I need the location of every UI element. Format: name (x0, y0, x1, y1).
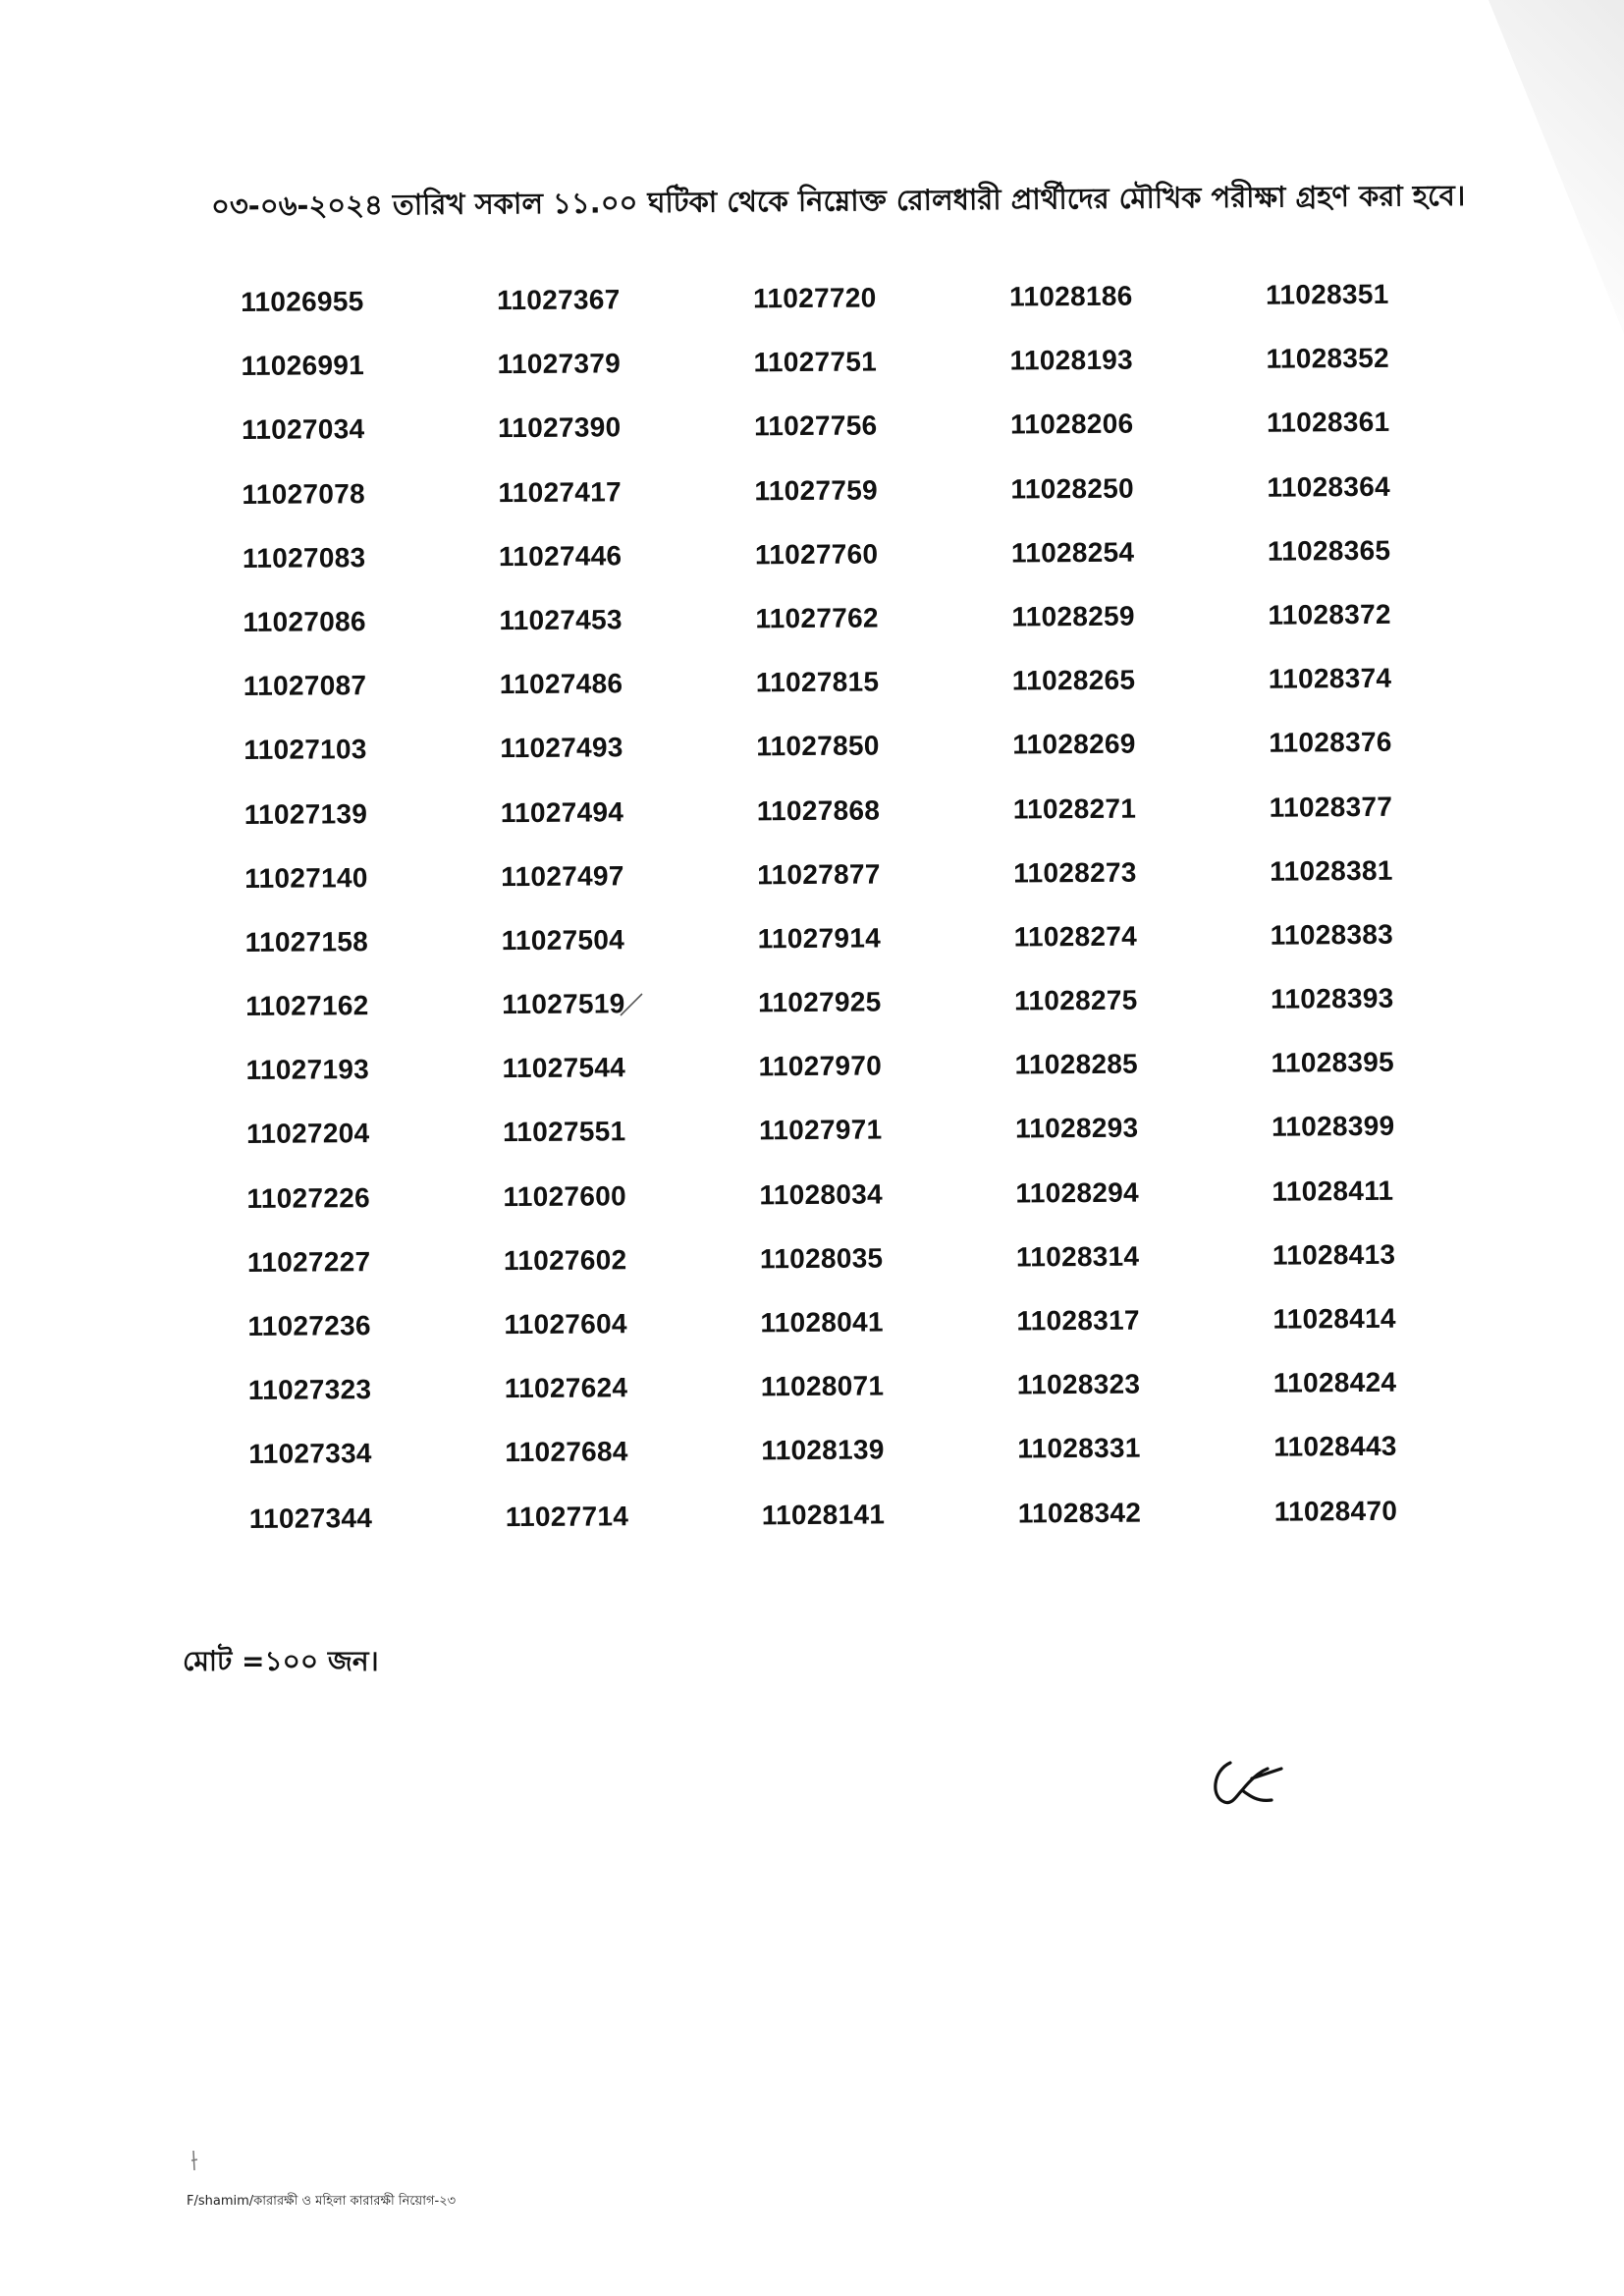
roll-number: 11028139 (761, 1434, 885, 1466)
roll-number: 11027519 (502, 988, 625, 1020)
roll-number: 11027204 (245, 1118, 370, 1150)
roll-number: 11028275 (1014, 984, 1138, 1016)
roll-number: 11027604 (504, 1308, 627, 1340)
roll-number: 11027759 (754, 474, 879, 506)
roll-number: 11027367 (497, 284, 621, 316)
roll-number: 11027714 (505, 1500, 629, 1532)
roll-number: 11028393 (1270, 982, 1394, 1014)
roll-number: 11027868 (756, 793, 881, 826)
roll-number: 11027193 (245, 1054, 370, 1086)
roll-number: 11027103 (244, 734, 367, 766)
footer-file-reference: F/shamim/কারারক্ষী ও মহিলা কারারক্ষী নিয়োগ-২৩ (187, 2194, 457, 2209)
roll-number: 11027379 (497, 348, 622, 380)
roll-number: 11028250 (1010, 472, 1135, 505)
roll-number: 11028413 (1272, 1238, 1396, 1271)
roll-number: 11027087 (243, 670, 367, 702)
roll-number: 11028395 (1271, 1047, 1395, 1078)
roll-number: 11027815 (755, 666, 880, 698)
roll-number: 11027504 (501, 924, 625, 957)
roll-number: 11028317 (1016, 1304, 1140, 1337)
roll-number: 11028041 (760, 1306, 884, 1339)
roll-number: 11028323 (1016, 1368, 1141, 1400)
roll-number: 11027493 (500, 732, 623, 764)
roll-number: 11028383 (1270, 918, 1394, 951)
roll-number: 11027083 (242, 541, 366, 574)
roll-number: 11028265 (1011, 664, 1136, 696)
roll-number: 11027344 (248, 1502, 373, 1534)
roll-number: 11027551 (502, 1116, 626, 1148)
roll-number: 11027162 (245, 990, 369, 1022)
pen-tick-mark (617, 990, 646, 1019)
roll-number: 11027078 (242, 477, 366, 510)
roll-number: 11028365 (1267, 534, 1391, 567)
roll-number: 11028372 (1268, 598, 1391, 630)
roll-number: 11027762 (755, 602, 879, 634)
total-count: মোট =১০০ জন। (183, 1645, 379, 1677)
roll-number: 11028259 (1011, 600, 1135, 632)
roll-number: 11027034 (241, 413, 365, 446)
roll-number: 11028399 (1271, 1111, 1395, 1143)
roll-number: 11028361 (1266, 407, 1390, 439)
roll-number: 11028352 (1266, 343, 1390, 374)
roll-number: 11027446 (498, 540, 623, 572)
roll-number: 11028411 (1272, 1175, 1394, 1207)
roll-number: 11028034 (759, 1178, 884, 1210)
roll-number: 11027334 (248, 1438, 372, 1470)
roll-number: 11028424 (1272, 1366, 1397, 1398)
roll-number: 11027158 (244, 925, 369, 957)
roll-number: 11028342 (1017, 1497, 1142, 1529)
roll-number: 11028269 (1012, 728, 1136, 760)
roll-number: 11027226 (246, 1181, 371, 1214)
roll-number: 11028274 (1013, 920, 1138, 953)
roll-number: 11028285 (1014, 1048, 1139, 1080)
roll-number: 11028293 (1014, 1113, 1139, 1144)
roll-number: 11027497 (501, 859, 624, 892)
roll-number: 11028273 (1013, 856, 1137, 889)
roll-number: 11028381 (1270, 854, 1393, 887)
roll-number: 11028331 (1017, 1433, 1141, 1464)
stray-pen-mark (190, 2149, 198, 2172)
roll-number: 11028364 (1267, 470, 1391, 503)
roll-number: 11027850 (756, 730, 880, 762)
roll-number: 11027720 (753, 282, 877, 314)
roll-number: 11027323 (247, 1374, 372, 1406)
roll-number: 11028271 (1012, 793, 1137, 825)
roll-number: 11026991 (241, 350, 365, 382)
roll-number: 11028071 (760, 1370, 885, 1402)
roll-number: 11027140 (244, 861, 368, 894)
roll-number: 11027390 (497, 411, 622, 444)
roll-number: 11028470 (1273, 1495, 1398, 1527)
roll-number: 11028374 (1268, 662, 1392, 694)
roll-number: 11027624 (504, 1372, 628, 1404)
roll-number: 11027227 (246, 1245, 371, 1278)
roll-number: 11028351 (1265, 278, 1389, 310)
roll-number: 11028377 (1269, 791, 1393, 823)
roll-number: 11028294 (1015, 1176, 1140, 1209)
roll-number: 11028254 (1010, 536, 1135, 569)
roll-number: 11027925 (758, 986, 882, 1018)
roll-number: 11027453 (499, 604, 623, 636)
roll-number: 11026955 (241, 286, 364, 317)
signature-mark (1203, 1743, 1291, 1812)
roll-number: 11027914 (757, 922, 882, 955)
roll-number: 11028206 (1009, 409, 1134, 440)
roll-number: 11027544 (502, 1052, 626, 1084)
roll-number: 11027139 (244, 797, 368, 830)
roll-number: 11028141 (761, 1499, 886, 1530)
roll-number: 11027236 (247, 1310, 371, 1341)
roll-number: 11027086 (243, 606, 366, 637)
roll-number: 11027751 (753, 346, 878, 378)
roll-number: 11027486 (499, 668, 623, 700)
roll-number: 11028193 (1009, 344, 1134, 376)
roll-number: 11027760 (754, 538, 879, 571)
roll-number: 11027417 (498, 475, 623, 508)
roll-number: 11028414 (1272, 1302, 1396, 1335)
roll-number: 11027971 (758, 1114, 883, 1146)
roll-number: 11027600 (503, 1179, 627, 1212)
roll-number: 11027684 (505, 1436, 628, 1468)
roll-number: 11027877 (757, 858, 881, 891)
roll-number: 11028443 (1273, 1431, 1397, 1463)
roll-number: 11027494 (500, 795, 624, 828)
roll-number: 11028186 (1008, 280, 1133, 312)
roll-number: 11027602 (503, 1244, 627, 1276)
roll-number: 11027970 (758, 1050, 883, 1082)
roll-number: 11028035 (759, 1242, 884, 1275)
roll-number: 11028376 (1269, 727, 1392, 759)
roll-number-grid (241, 276, 1447, 1564)
roll-number: 11028314 (1015, 1240, 1140, 1273)
notice-heading: ০৩-০৬-২০২৪ তারিখ সকাল ১১.০০ ঘটিকা থেকে নিম্নোক্ত রোলধারী প্রার্থীদের মৌখিক পরীক্ষা গ্রহণ করা হবে। (210, 178, 1466, 223)
roll-number: 11027756 (753, 410, 878, 442)
